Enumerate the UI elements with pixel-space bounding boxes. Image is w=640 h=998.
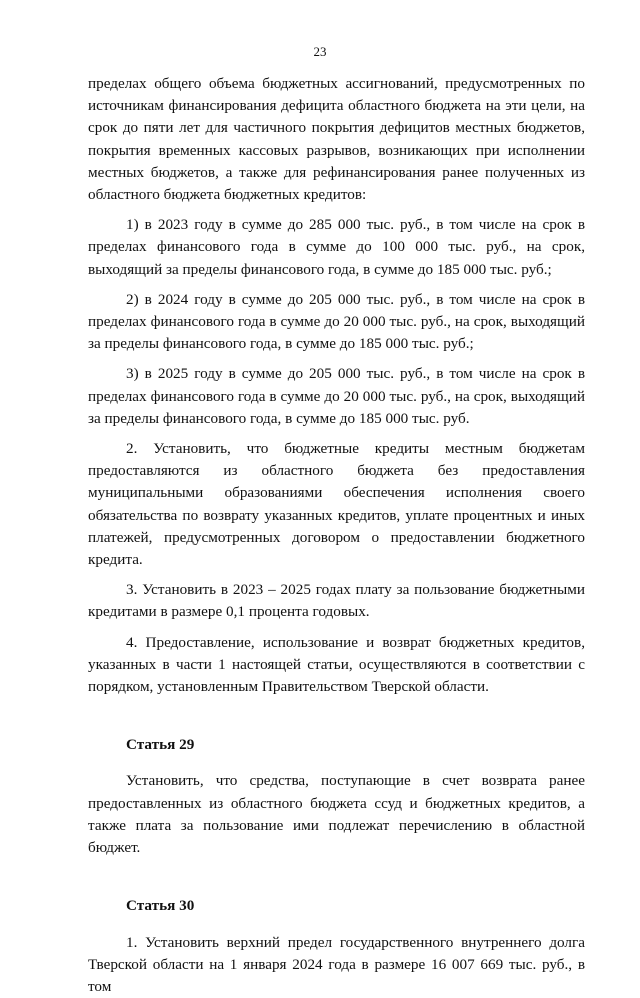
paragraph-4: 4. Предоставление, использование и возврат бюджетных кредитов, указанных в части 1 настоящей статьи, осуществляются в соответствии с порядком, установленным Правительством Тверской области. bbox=[88, 632, 585, 699]
list-item-2024: 2) в 2024 году в сумме до 205 000 тыс. руб., в том числе на срок в пределах финансового года в сумме до 20 000 тыс. руб., на срок, выходящий за пределы финансового года, в сумме до 185 000 тыс. руб.; bbox=[88, 289, 585, 356]
list-item-2025: 3) в 2025 году в сумме до 205 000 тыс. руб., в том числе на срок в пределах финансового года в сумме до 20 000 тыс. руб., на срок, выходящий за пределы финансового года, в сумме до 185 000 тыс. руб. bbox=[88, 363, 585, 430]
page-number: 23 bbox=[0, 44, 640, 60]
paragraph-2: 2. Установить, что бюджетные кредиты местным бюджетам предоставляются из областного бюджета без предоставления муниципальными образованиями обеспечения исполнения своего обязательства по возврату указанных кредитов, уплате процентных и иных платежей, предусмотренных договором о предоставлении бюджетного кредита. bbox=[88, 438, 585, 571]
list-item-2023: 1) в 2023 году в сумме до 285 000 тыс. руб., в том числе на срок в пределах финансового года в сумме до 100 000 тыс. руб., на срок, выходящий за пределы финансового года, в сумме до 185 000 тыс. руб.; bbox=[88, 214, 585, 281]
article-29-heading: Статья 29 bbox=[88, 734, 585, 756]
document-body bbox=[88, 73, 585, 998]
article-29-text: Установить, что средства, поступающие в счет возврата ранее предоставленных из областного бюджета ссуд и бюджетных кредитов, а также плата за пользование ими подлежат перечислению в областной бюджет. bbox=[88, 770, 585, 859]
article-30-heading: Статья 30 bbox=[88, 895, 585, 917]
paragraph-3: 3. Установить в 2023 – 2025 годах плату за пользование бюджетными кредитами в размере 0,1 процента годовых. bbox=[88, 579, 585, 623]
intro-paragraph: пределах общего объема бюджетных ассигнований, предусмотренных по источникам финансирования дефицита областного бюджета на эти цели, на срок до пяти лет для частичного покрытия дефицитов местных бюджетов, покрытия временных кассовых разрывов, возникающих при исполнении местных бюджетов, а также для рефинансирования ранее полученных из областного бюджета бюджетных кредитов: bbox=[88, 73, 585, 206]
article-30-text: 1. Установить верхний предел государственного внутреннего долга Тверской области на 1 января 2024 года в размере 16 007 669 тыс. руб., в том bbox=[88, 932, 585, 998]
